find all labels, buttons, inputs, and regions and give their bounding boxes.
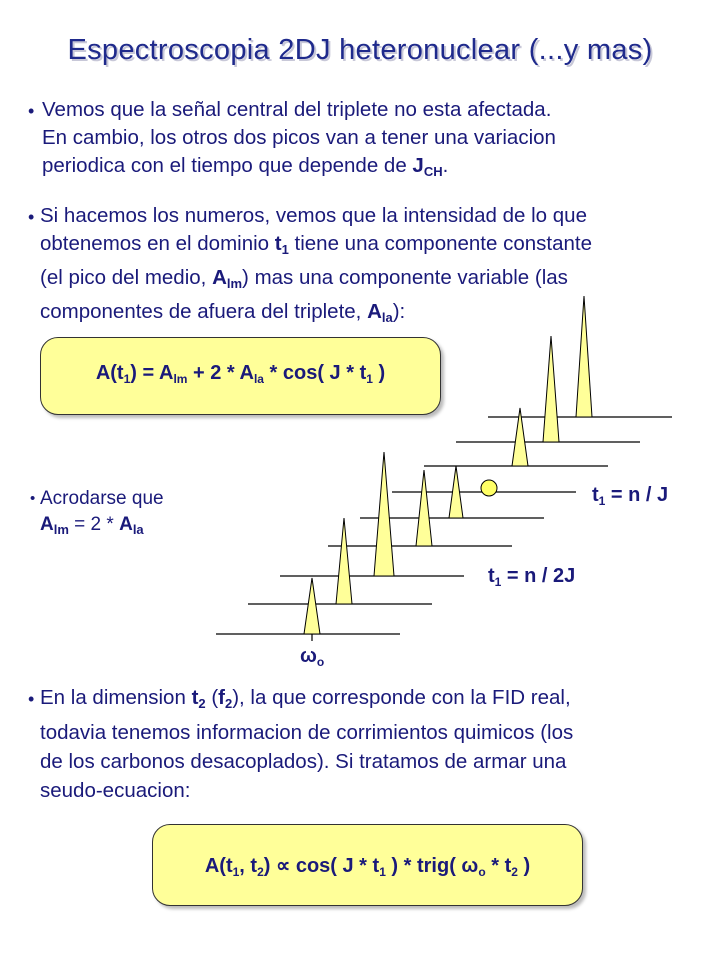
peak	[543, 336, 559, 442]
peak	[374, 452, 394, 576]
label-t1-n-2J: $t_1 = n / 2J$	[488, 565, 576, 589]
note	[40, 486, 164, 543]
peak	[576, 296, 592, 417]
p2-line2: obtenemos en el dominio $t_1$ tiene una componente constante	[40, 232, 592, 257]
bullet: •	[28, 207, 35, 227]
peak	[416, 470, 432, 546]
p1-line2: En cambio, los otros dos picos van a tener una variacion	[42, 126, 556, 149]
label-t1-n-J: $t_1 = n / J$	[592, 484, 669, 508]
formula-box-2	[152, 824, 583, 906]
p3-line1: En la dimension $t_2$ $(f_2)$, la que corresponde con la FID real,	[40, 686, 571, 711]
p3-line2: todavia tenemos informacion de corrimientos quimicos (los	[40, 721, 574, 744]
peak	[304, 578, 320, 634]
p2-line1: Si hacemos los numeros, vemos que la intensidad de lo que	[40, 204, 587, 227]
p3-line4: seudo-ecuacion:	[40, 779, 191, 802]
note-line2: $A_{lm} = 2 * A_{la}$	[40, 514, 144, 537]
bullet: •	[28, 689, 35, 709]
page-title: Espectroscopia 2DJ heteronuclear (...y mas)	[67, 34, 653, 66]
bullet: •	[30, 490, 36, 507]
p2-line4: componentes de afuera del triplete, $A_{la}$):	[40, 300, 406, 325]
formula-1: $A(t_1) = A_{lm} + 2 * A_{la} * \cos$( J * $t_1$ )	[95, 362, 386, 386]
bullet: •	[28, 101, 35, 121]
note-line1: Acrodarse que	[40, 488, 164, 509]
p3-line3: de los carbonos desacoplados). Si tratamos de armar una	[40, 750, 567, 773]
p1-line3: periodica con el tiempo que depende de $J_{CH}$.	[42, 154, 449, 179]
p1-line1: Vemos que la señal central del triplete no esta afectada.	[42, 98, 552, 121]
formula-2: $A(t_1$, $t_2) \propto \cos$( J * $t_1$ ) * trig( $\omega_o * t_2$ )	[204, 855, 531, 879]
paragraph-3	[40, 683, 573, 805]
peak	[336, 518, 352, 604]
label-omega-o: $\omega_o$	[300, 645, 325, 669]
marker-circle	[481, 480, 497, 496]
p2-line3: (el pico del medio, $A_{lm}$) mas una componente variable (las	[40, 266, 568, 291]
